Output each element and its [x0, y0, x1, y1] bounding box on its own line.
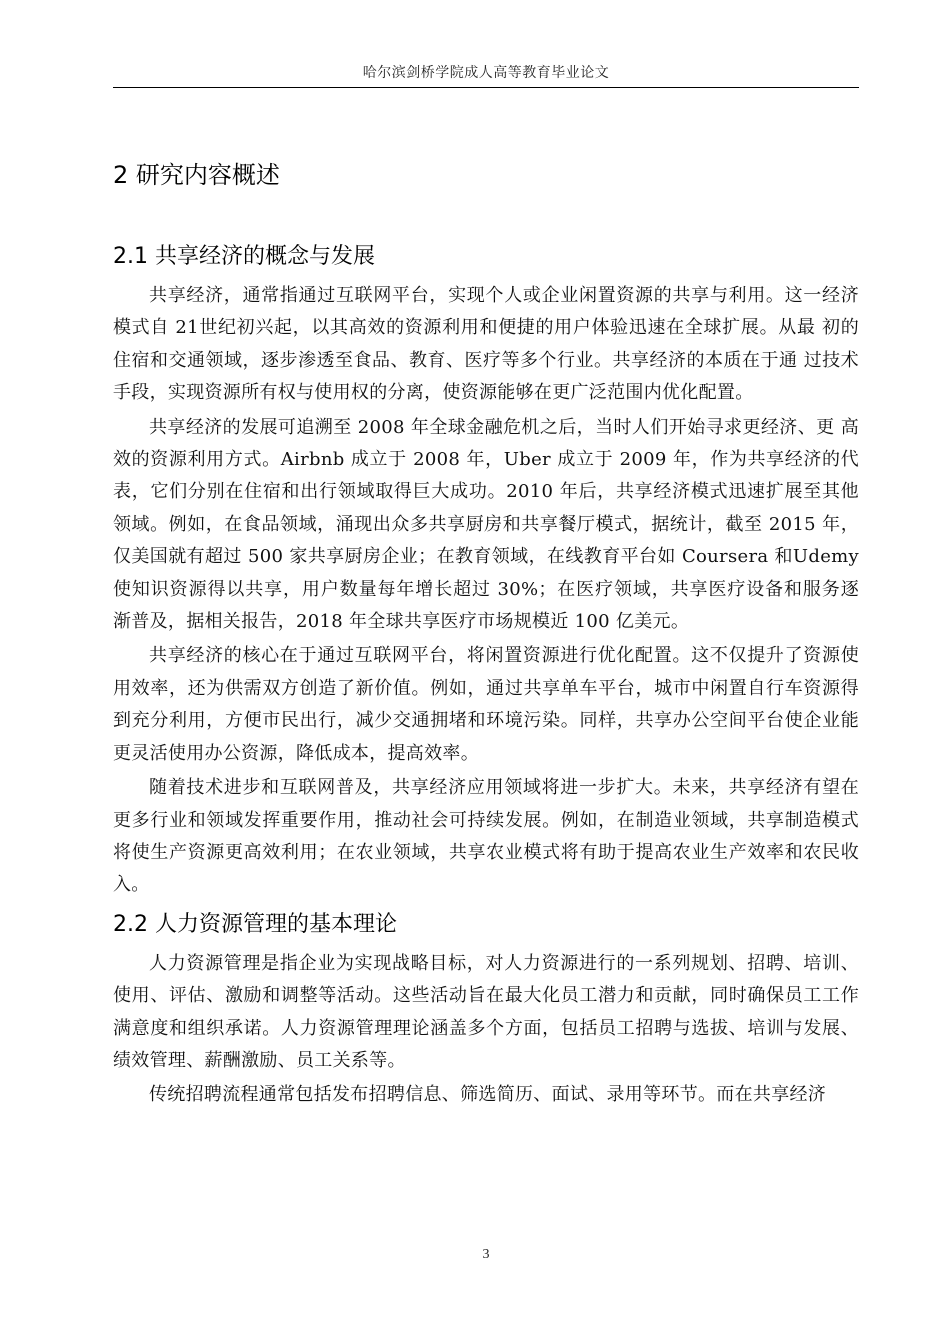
section-title: 2.1 共享经济的概念与发展 — [113, 244, 375, 269]
body-paragraph: 传统招聘流程通常包括发布招聘信息、筛选简历、面试、录用等环节。而在共享经济 — [149, 1084, 827, 1106]
chapter-title: 2 研究内容概述 — [113, 161, 280, 189]
running-header: 哈尔滨剑桥学院成人高等教育毕业论文 — [362, 65, 610, 81]
body-paragraph: 共享经济的核心在于通过互联网平台，将闲置资源进行优化配置。这不仅提升了资源使用效率，还为供需双方创造了新价值。例如，通过共享单车平台，城市中闲置自行车资源得到充分利用，方便市民出行，减少交通拥堵和环境污染。同样，共享办公空间平台使企业能更灵活使用办公资源，降低成本，提高效率。 — [113, 645, 859, 764]
header-rule — [113, 87, 859, 88]
body-paragraph: 共享经济，通常指通过互联网平台，实现个人或企业闲置资源的共享与利用。这一经济模式自 21世纪初兴起，以其高效的资源利用和便捷的用户体验迅速在全球扩展。从最 初的住宿和交通领域，逐步渗透至食品、教育、医疗等多个行业。共享经济的本质在于通 过技术手段，实现资源所有权与使用权的分离，使资源能够在更广泛范围内优化配置。 — [113, 285, 859, 404]
body-paragraph: 随着技术进步和互联网普及，共享经济应用领域将进一步扩大。未来，共享经济有望在更多行业和领域发挥重要作用，推动社会可持续发展。例如，在制造业领域，共享制造模式将使生产资源更高效利用；在农业领域，共享农业模式将有助于提高农业生产效率和农民收入。 — [113, 777, 859, 896]
body-paragraph: 共享经济的发展可追溯至 2008 年全球金融危机之后，当时人们开始寻求更经济、更 高效的资源利用方式。Airbnb 成立于 2008 年，Uber 成立于 2009 年，作为共享经济的代 表，它们分别在住宿和出行领域取得巨大成功。2010 年后，共享经济模式迅速扩展至其他 领域。例如，在食品领域，涌现出众多共享厨房和共享餐厅模式，据统计，截至 2015 年， 仅美国就有超过 500 家共享厨房企业；在教育领域，在线教育平台如 Coursera 和Udemy 使知识资源得以共享，用户数量每年增长超过 30%；在医疗领域，共享医疗设备和服务逐 渐普及，据相关报告，2018 年全球共享医疗市场规模近 100 亿美元。 — [113, 416, 859, 633]
body-paragraph: 人力资源管理是指企业为实现战略目标，对人力资源进行的一系列规划、招聘、培训、使用、评估、激励和调整等活动。这些活动旨在最大化员工潜力和贡献，同时确保员工工作满意度和组织承诺。人力资源管理理论涵盖多个方面，包括员工招聘与选拔、培训与发展、绩效管理、薪酬激励、员工关系等。 — [113, 952, 859, 1071]
page-content — [113, 152, 859, 1114]
page-number: 3 — [482, 1247, 490, 1262]
section-title: 2.2 人力资源管理的基本理论 — [113, 911, 397, 937]
